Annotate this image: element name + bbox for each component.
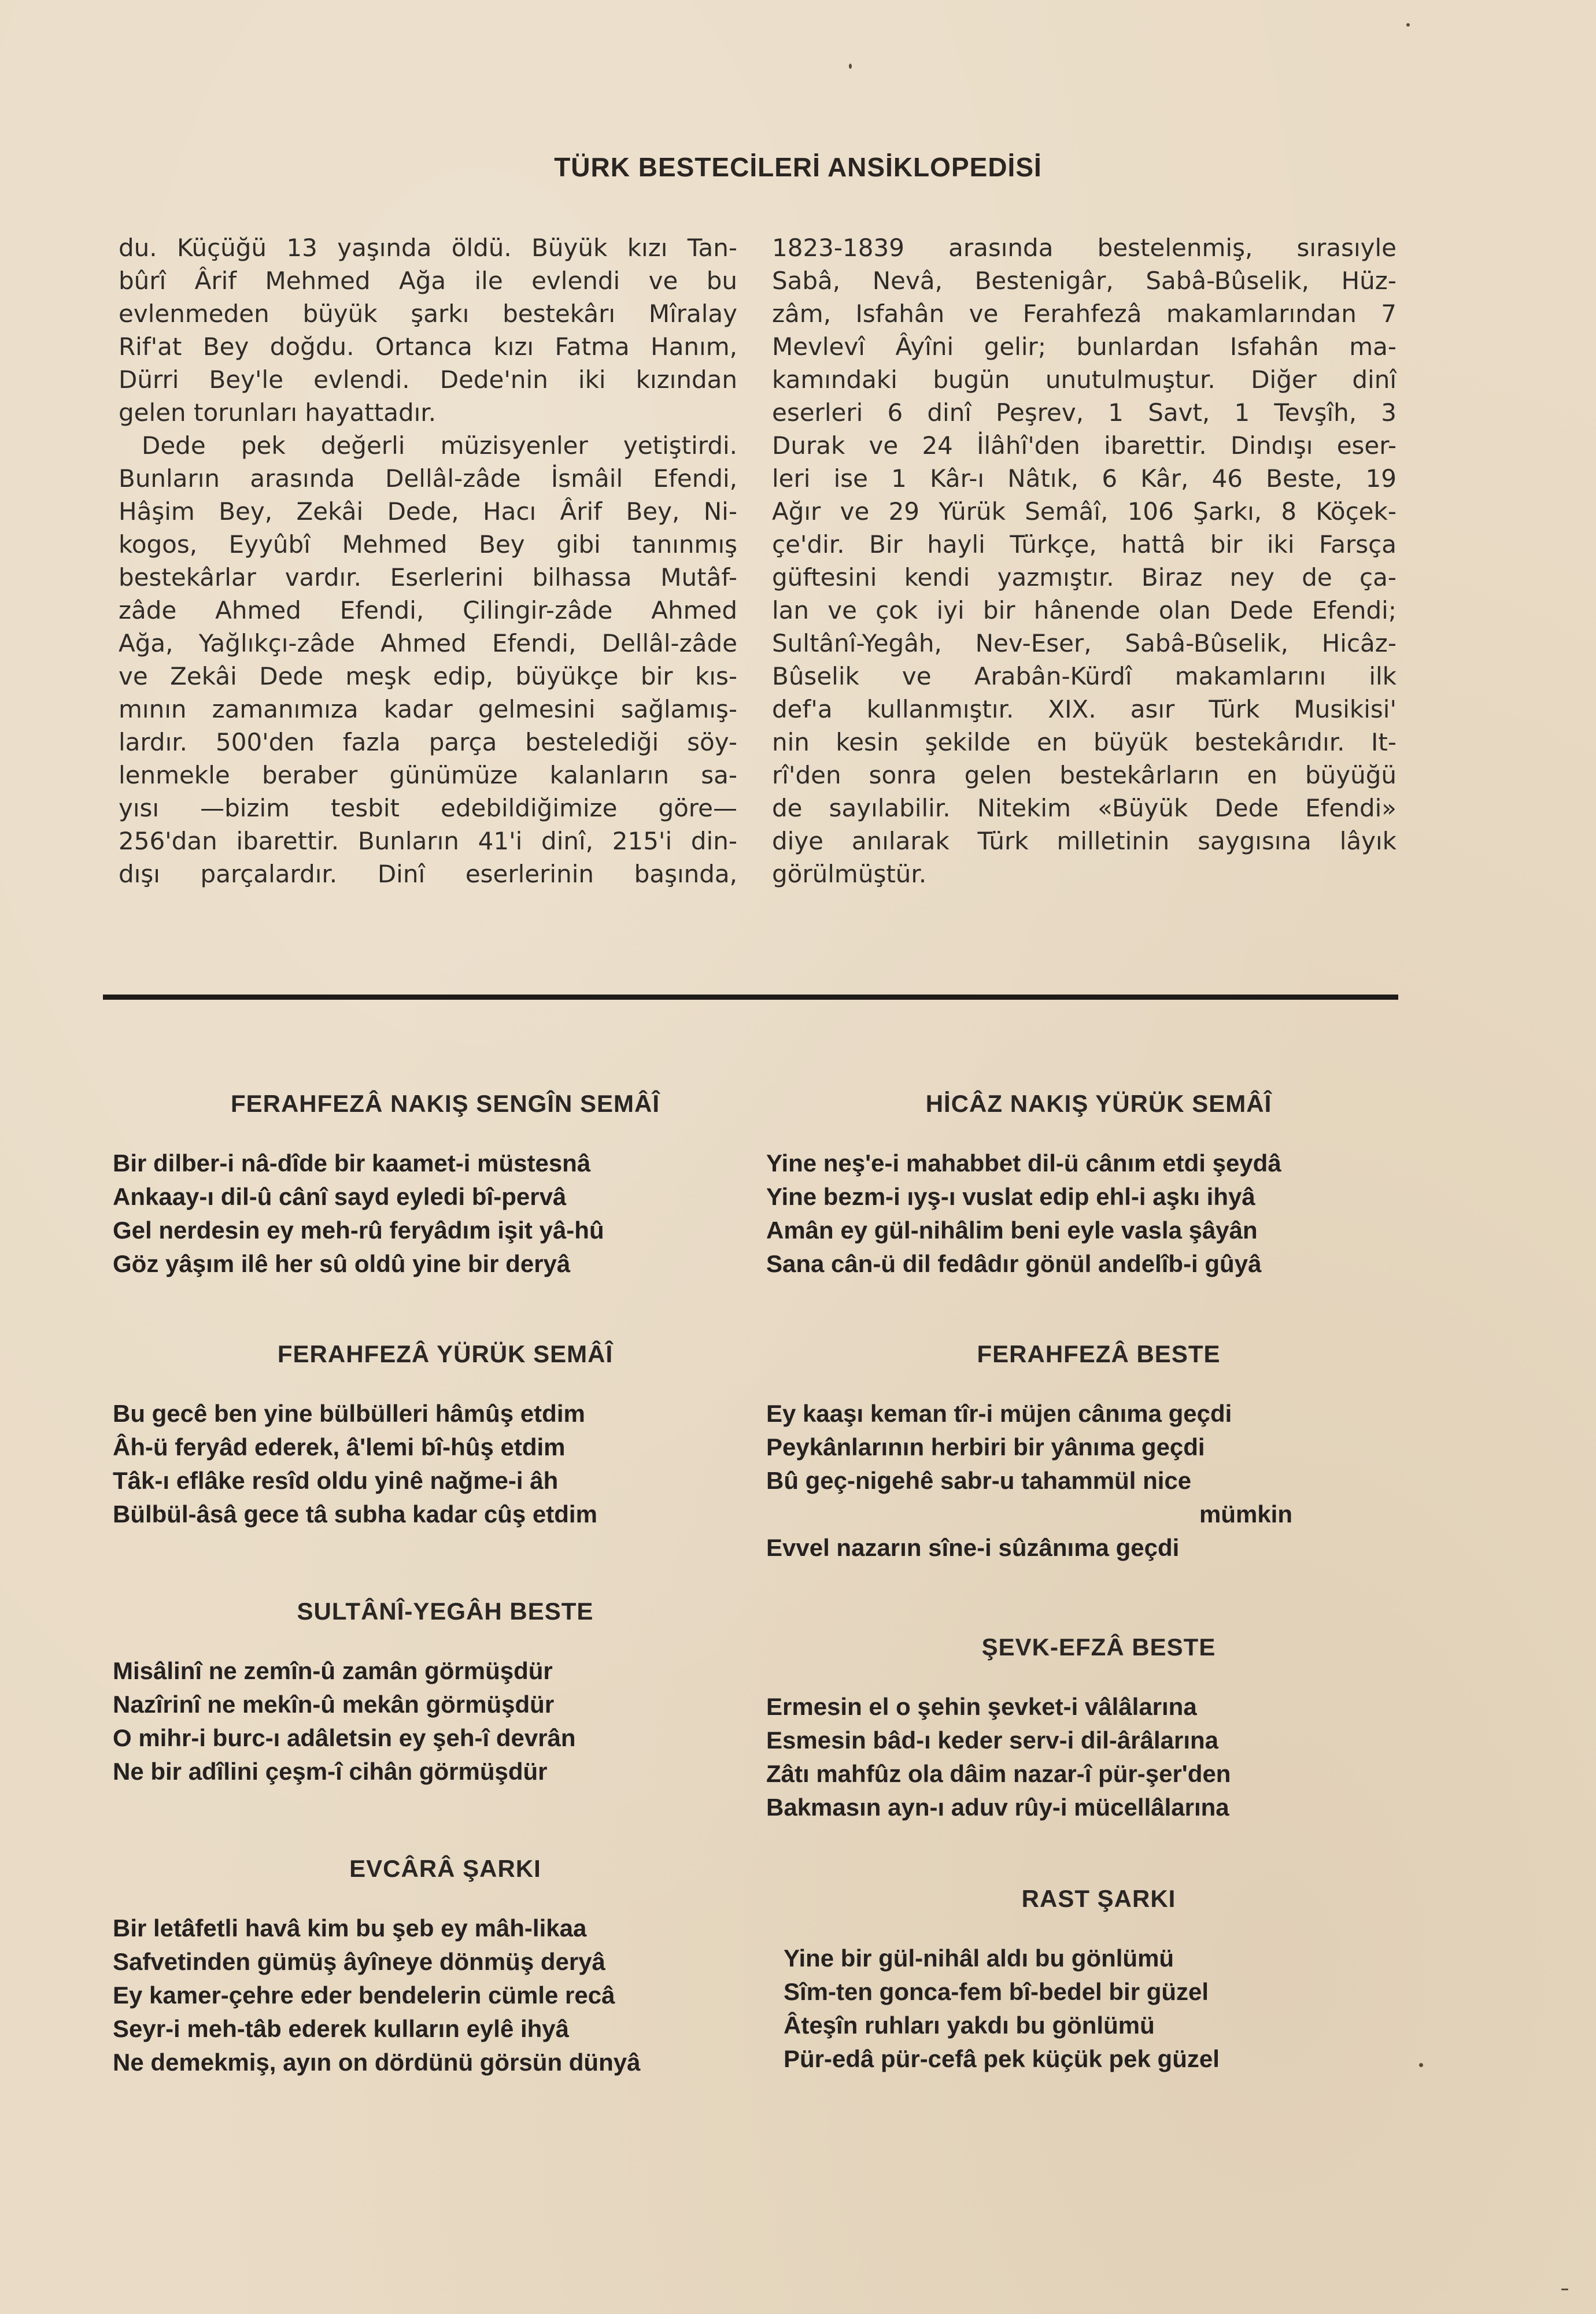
prose-line: mının zamanımıza kadar gelmesini sağlamış- [119,695,737,723]
poem-line: Ey kamer-çehre eder bendelerin cümle recâ [113,1982,615,2009]
poem-line: Bülbül-âsâ gece tâ subha kadar cûş etdim [113,1500,597,1528]
prose-line: diye anılarak Türk milletinin saygısına lâyık [772,827,1396,855]
prose-line: gelen torunları hayattadır. [119,398,437,427]
poem-line: Yine bezm-i ıyş-ı vuslat edip ehl-i aşkı ihyâ [766,1183,1255,1210]
prose-line: Ağa, Yağlıkçı-zâde Ahmed Efendi, Dellâl-zâde [119,629,737,657]
section-divider [103,995,1398,1000]
poem-title: RAST ŞARKI [1021,1885,1176,1912]
prose-line: du. Küçüğü 13 yaşında öldü. Büyük kızı Tan- [119,234,737,262]
poem-line: Misâlinî ne zemîn-û zamân görmüşdür [113,1657,553,1684]
poem-sultani-yegah-beste [113,1598,778,1788]
poem-line: Bû geç-nigehê sabr-u tahammül nice [766,1467,1192,1494]
prose-line: Sabâ, Nevâ, Bestenigâr, Sabâ-Bûselik, Hüz- [772,267,1396,295]
poem-line: Ey kaaşı keman tîr-i müjen cânıma geçdi [766,1400,1232,1427]
poem-title: HİCÂZ NAKIŞ YÜRÜK SEMÂÎ [925,1090,1272,1117]
prose-line: lenmekle beraber günümüze kalanların sa- [119,761,737,789]
prose-line: Sultânî-Yegâh, Nev-Eser, Sabâ-Bûselik, Hicâz- [772,629,1396,657]
prose-line: Bunların arasında Dellâl-zâde İsmâil Efendi, [119,464,737,493]
poem-line: Peykânlarının herbiri bir yânıma geçdi [766,1433,1205,1461]
poem-line: Evvel nazarın sîne-i sûzânıma geçdi [766,1534,1180,1561]
prose-line: 256'dan ibarettir. Bunların 41'i dinî, 215'i din- [119,827,737,855]
poem-title: FERAHFEZÂ NAKIŞ SENGÎN SEMÂÎ [230,1090,660,1117]
prose-line: def'a kullanmıştır. XIX. asır Türk Musikisi' [772,695,1396,723]
poem-line: Nazîrinî ne mekîn-û mekân görmüşdür [113,1691,555,1718]
poem-title: FERAHFEZÂ YÜRÜK SEMÂÎ [277,1340,614,1367]
prose-line: Durak ve 24 İlâhî'den ibarettir. Dindışı eser- [772,431,1396,460]
poem-line: Yine bir gül-nihâl aldı bu gönlümü [784,1945,1174,1972]
poem-ferahfeza-nakis-sengin-semai [113,1090,778,1281]
prose-line: nin kesin şekilde en büyük bestekârıdır. It- [772,728,1396,756]
poem-title: EVCÂRÂ ŞARKI [349,1855,541,1882]
poem-line: Esmesin bâd-ı keder serv-i dil-ârâlarına [766,1727,1219,1754]
poem-line: Bu gecê ben yine bülbülleri hâmûş etdim [113,1400,585,1427]
poem-ferahfeza-beste [766,1340,1431,1565]
prose-line: ve Zekâi Dede meşk edip, büyükçe bir kıs- [119,662,737,690]
paper-speck [1419,2063,1423,2067]
poem-line: Seyr-i meh-tâb ederek kulların eylê ihyâ [113,2015,570,2042]
poem-line: Yine neş'e-i mahabbet dil-ü cânım etdi şeydâ [766,1149,1281,1177]
prose-line: bestekârlar vardır. Eserlerini bilhassa Mutâf- [119,563,737,592]
prose-line: Dürri Bey'le evlendi. Dede'nin iki kızından [119,365,737,394]
prose-line: çe'dir. Bir hayli Türkçe, hattâ bir iki Farsça [772,530,1396,559]
prose-line: dışı parçalardır. Dinî eserlerinin başında, [119,860,737,888]
page-header-title: TÜRK BESTECİLERİ ANSİKLOPEDİSİ [554,152,1042,182]
poem-line: Amân ey gül-nihâlim beni eyle vasla şâyân [766,1217,1258,1244]
poem-line: Sana cân-ü dil fedâdır gönül andelîb-i gûyâ [766,1250,1262,1277]
poem-line: Bakmasın ayn-ı aduv rûy-i mücellâlarına [766,1794,1229,1821]
prose-line: lardır. 500'den fazla parça bestelediği söy- [119,728,737,756]
prose-column-left [119,231,737,890]
poem-line: Ankaay-ı dil-û cânî sayd eyledi bî-pervâ [113,1183,567,1210]
prose-line: Dede pek değerli müzisyenler yetiştirdi. [142,431,737,460]
poem-title: FERAHFEZÂ BESTE [977,1340,1221,1367]
poem-line: Safvetinden gümüş âyîneye dönmüş deryâ [113,1948,605,1975]
prose-line: leri ise 1 Kâr-ı Nâtık, 6 Kâr, 46 Beste, 19 [772,464,1396,493]
poem-line: Ne demekmiş, ayın on dördünü görsün dünyâ [113,2049,641,2076]
prose-line: bûrî Ârif Mehmed Ağa ile evlendi ve bu [119,267,737,295]
poem-sevk-efza-beste [766,1633,1431,1824]
poem-line: Bir letâfetli havâ kim bu şeb ey mâh-likaa [113,1914,587,1942]
prose-line: Rif'at Bey doğdu. Ortanca kızı Fatma Hanım, [119,332,737,361]
poem-evcara-sarki [113,1855,778,2079]
prose-line: Hâşim Bey, Zekâi Dede, Hacı Ârif Bey, Ni- [119,497,737,526]
poem-line: Göz yâşım ilê her sû oldû yine bir deryâ [113,1250,571,1277]
prose-line: zâde Ahmed Efendi, Çilingir-zâde Ahmed [119,596,737,624]
poem-line: mümkin [1199,1500,1292,1528]
poem-line: Âteşîn ruhları yakdı bu gönlümü [784,2012,1155,2039]
poem-line: Pür-edâ pür-cefâ pek küçük pek güzel [784,2045,1220,2072]
prose-line: de sayılabilir. Nitekim «Büyük Dede Efendi» [772,794,1396,822]
poem-line: Ne bir adîlini çeşm-î cihân görmüşdür [113,1758,548,1785]
prose-line: 1823-1839 arasında bestelenmiş, sırasıyle [772,234,1396,262]
poem-line: Gel nerdesin ey meh-rû feryâdım işit yâ-hû [113,1217,604,1244]
prose-line: lan ve çok iyi bir hânende olan Dede Efendi; [772,596,1396,624]
poem-line: Âh-ü feryâd ederek, â'lemi bî-hûş etdim [113,1433,566,1461]
poem-ferahfeza-yuruk-semai [113,1340,778,1531]
poem-title: ŞEVK-EFZÂ BESTE [981,1633,1216,1661]
poem-rast-sarki [766,1885,1431,2076]
poem-title: SULTÂNÎ-YEGÂH BESTE [297,1598,594,1625]
prose-line: rî'den sonra gelen bestekârların en büyüğü [772,761,1396,789]
poem-line: Tâk-ı eflâke resîd oldu yinê nağme-i âh [113,1467,559,1494]
prose-line: kogos, Eyyûbî Mehmed Bey gibi tanınmış [119,530,737,559]
prose-line: görülmüştür. [772,860,927,888]
prose-column-right [772,231,1396,890]
prose-line: güftesini kendi yazmıştır. Biraz ney de ça- [772,563,1396,592]
poem-line: O mihr-i burc-ı adâletsin ey şeh-î devrân [113,1724,576,1751]
paper-speck [1406,23,1410,27]
paper-speck [1561,2289,1568,2290]
poem-hicaz-nakis-yuruk-semai [766,1090,1431,1281]
prose-line: evlenmeden büyük şarkı bestekârı Mîralay [119,300,737,328]
poem-line: Zâtı mahfûz ola dâim nazar-î pür-şer'den [766,1760,1231,1787]
poem-line: Sîm-ten gonca-fem bî-bedel bir güzel [784,1978,1209,2005]
poem-line: Ermesin el o şehin şevket-i vâlâlarına [766,1693,1197,1720]
prose-line: Mevlevî Âyîni gelir; bunlardan Isfahân ma- [772,332,1396,361]
poem-line: Bir dilber-i nâ-dîde bir kaamet-i müstesnâ [113,1149,591,1177]
paper-speck [849,64,852,69]
prose-line: yısı —bizim tesbit edebildiğimize göre— [119,794,737,822]
prose-line: Bûselik ve Arabân-Kürdî makamlarını ilk [772,662,1396,690]
prose-line: zâm, Isfahân ve Ferahfezâ makamlarından 7 [772,300,1396,328]
prose-line: kamındaki bugün unutulmuştur. Diğer dinî [772,365,1396,394]
prose-line: Ağır ve 29 Yürük Semâî, 106 Şarkı, 8 Köçek- [772,497,1396,526]
prose-line: eserleri 6 dinî Peşrev, 1 Savt, 1 Tevşîh, 3 [772,398,1396,427]
